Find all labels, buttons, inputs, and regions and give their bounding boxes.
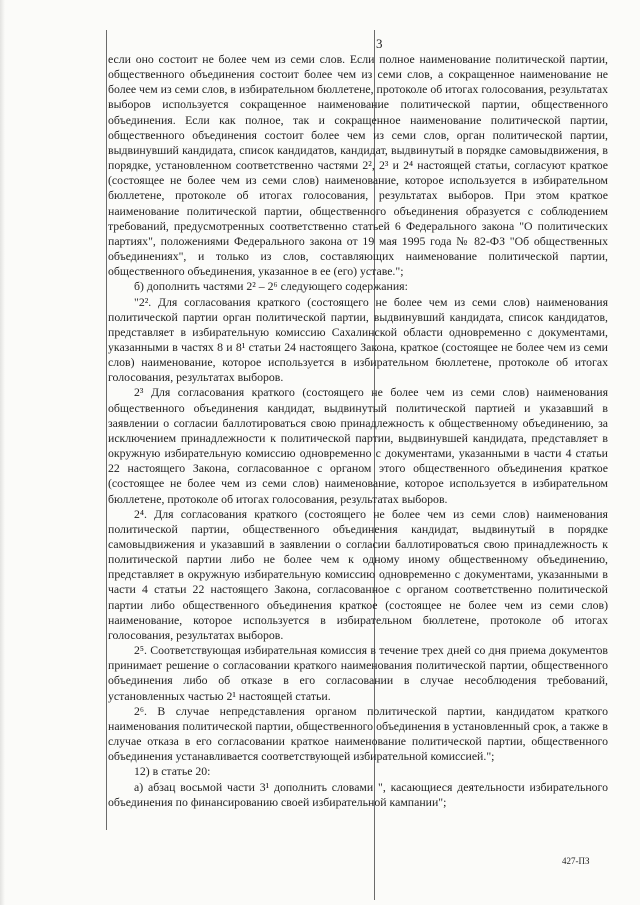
paragraph-part-2-4: 2⁴. Для согласования краткого (состоящего не более чем из семи слов) наименования политической партии, общественного объединения кандидат, выдвинутый в порядке самовыдвижения и указавший в заявлении о согласии баллотироваться свою принадлежность к политической партии либо не более чем к одному иному общественному объединению, представляет в окружную избирательную комиссию одновременно с документами, указанными в части 4 статьи 22 настоящего Закона, согласованное с органом соответственно политической партии либо общественного объединения краткое (состоящее не более чем из семи слов) наименование, которое используется в избирательном бюллетене, протоколе об итогах голосования, результатах выборов. bbox=[108, 506, 608, 642]
paragraph-item-b: б) дополнить частями 2² – 2⁶ следующего содержания: bbox=[134, 279, 408, 294]
document-body bbox=[108, 52, 608, 810]
scan-edge-shadow bbox=[0, 0, 5, 905]
paragraph-part-2-3: 2³ Для согласования краткого (состоящего не более чем из семи слов) наименования общественного объединения кандидат, выдвинутый политической партией и указавший в заявлении о согласии баллотироваться свою принадлежность к общественному объединению, за исключением принадлежности к политической партии, выдвинувшей кандидата, представляет в окружную избирательную комиссию одновременно с документами, указанными в части 4 статьи 22 настоящего Закона, согласованное с органом этого общественного объединения краткое (состоящее не более чем из семи слов) наименование, которое используется в избирательном бюллетене, протоколе об итогах голосования, результатах выборов. bbox=[108, 385, 608, 506]
page-number: 3 bbox=[376, 36, 383, 51]
paragraph-continuation: если оно состоит не более чем из семи слов. Если полное наименование политической партии, общественного объединения состоит более чем из семи слов, а сокращенное наименование не более чем из семи слов, в избирательном бюллетене, протоколе об итогах голосования, результатах выборов используется сокращенное наименование политической партии, общественного объединения. Если как полное, так и сокращенное наименование политической партии, общественного объединения состоит более чем из семи слов, орган политической партии, выдвинувший кандидата, список кандидатов, кандидат, выдвинутый в порядке самовыдвижения, в порядке, установленном соответственно частями 2², 2³ и 2⁴ настоящей статьи, согласуют краткое (состоящее не более чем из семи слов) наименование, которое используется в избирательном бюллетене, протоколе об итогах голосования, результатах выборов. При этом краткое наименование политической партии, общественного объединения образуется с соблюдением требований, предусмотренных соответственно статьей 6 Федерального закона "О политических партиях", положениями Федерального закона от 19 мая 1995 года № 82-ФЗ "Об общественных объединениях", и только из слов, составляющих наименование политической партии, общественного объединения, указанное в ее (его) уставе."; bbox=[108, 52, 608, 279]
paragraph-part-2-2: "2². Для согласования краткого (состоящего не более чем из семи слов) наименования политической партии орган политической партии, выдвинувший кандидата, список кандидатов, представляет в избирательную комиссию Сахалинской области одновременно с документами, указанными в частях 8 и 8¹ статьи 24 настоящего Закона, краткое (состоящее не более чем из семи слов) наименование, которое используется в избирательном бюллетене, протоколе об итогах голосования, результатах выборов. bbox=[108, 294, 608, 385]
paragraph-item-a: а) абзац восьмой части 3¹ дополнить словами ", касающиеся деятельности избирательного объединения по финансированию своей избирательной кампании"; bbox=[108, 779, 608, 809]
paragraph-part-2-6: 2⁶. В случае непредставления органом политической партии, кандидатом краткого наименования политической партии, общественного объединения в установленный срок, а также в случае отказа в его согласовании краткое наименование политической партии, общественного объединения устанавливается соответствующей избирательной комиссией."; bbox=[108, 703, 608, 764]
paragraph-item-12: 12) в статье 20: bbox=[134, 764, 211, 779]
paragraph-part-2-5: 2⁵. Соответствующая избирательная комиссия в течение трех дней со дня приема документов принимает решение о согласовании краткого наименования политической партии, общественного объединения либо об отказе в его согласовании в случае несоблюдения требований, установленных частью 2¹ настоящей статьи. bbox=[108, 643, 608, 703]
footer-document-code: 427-ПЗ bbox=[562, 856, 590, 866]
